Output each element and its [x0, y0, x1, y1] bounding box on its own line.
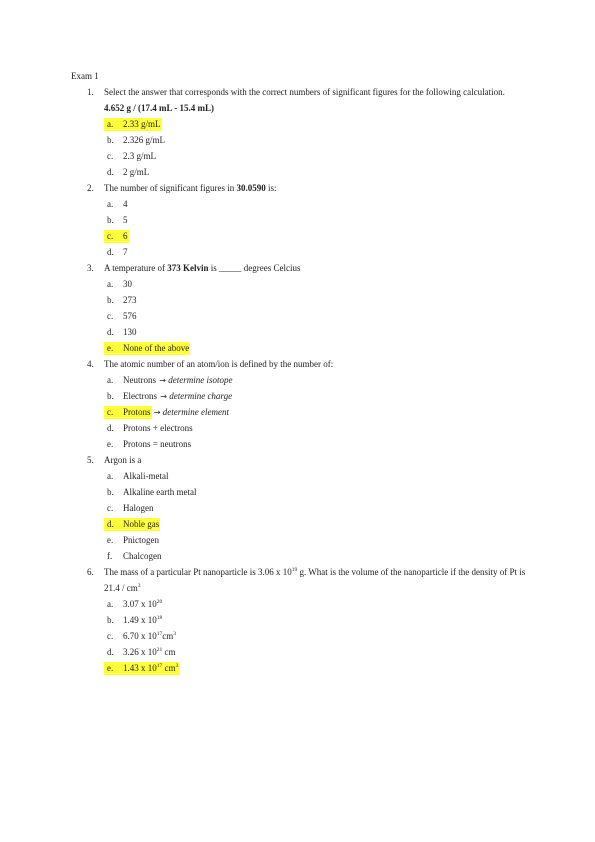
option-list — [104, 596, 531, 676]
option-highlight — [104, 438, 192, 451]
option-note: determine element — [162, 407, 229, 417]
option-letter: d. — [107, 423, 114, 433]
question-text-bold: 373 Kelvin — [167, 263, 209, 273]
option-letter: c. — [107, 503, 114, 513]
option-e[interactable] — [104, 532, 531, 548]
option-a[interactable] — [104, 372, 531, 388]
option-unit-exponent: 3 — [173, 631, 176, 637]
option-highlight — [104, 310, 138, 323]
option-highlight — [104, 502, 155, 515]
option-highlight — [104, 630, 177, 643]
arrow-icon: → — [153, 408, 161, 417]
question-text-bold: 30.0590 — [236, 183, 266, 193]
option-base: 6.70 x 10 — [123, 631, 157, 641]
option-highlight — [104, 134, 166, 147]
option-highlight — [104, 214, 129, 227]
option-letter: d. — [107, 647, 114, 657]
option-letter: d. — [107, 519, 114, 529]
question-5 — [71, 452, 531, 564]
option-f[interactable] — [104, 548, 531, 564]
option-list — [104, 468, 531, 564]
option-highlight — [104, 646, 177, 659]
option-letter: a. — [107, 471, 114, 481]
question-text-post: is: — [265, 183, 277, 193]
option-highlight — [104, 342, 190, 355]
option-letter: b. — [107, 135, 114, 145]
question-3 — [71, 260, 531, 356]
option-exponent: 20 — [156, 599, 163, 605]
option-e[interactable] — [104, 340, 531, 356]
option-base: 3.07 x 10 — [123, 599, 157, 609]
option-highlight — [104, 246, 129, 259]
question-text-pre: The number of significant figures in — [104, 183, 237, 193]
option-letter: a. — [107, 119, 114, 129]
option-d[interactable] — [104, 244, 531, 260]
option-letter: b. — [107, 615, 114, 625]
option-letter: e. — [107, 663, 114, 673]
option-b[interactable] — [104, 612, 531, 628]
option-a[interactable] — [104, 468, 531, 484]
option-base: 1.43 x 10 — [123, 663, 157, 673]
question-6 — [71, 564, 531, 676]
option-text: Chalcogen — [123, 551, 162, 561]
option-text: Pnictogen — [123, 535, 159, 545]
option-b[interactable] — [104, 292, 531, 308]
option-text: 5 — [123, 215, 128, 225]
option-exponent: 17 — [156, 663, 163, 669]
option-highlight — [104, 422, 194, 435]
option-letter: b. — [107, 391, 114, 401]
option-highlight — [104, 534, 160, 547]
option-highlight — [104, 470, 169, 483]
option-highlight — [104, 518, 160, 531]
option-text: Halogen — [123, 503, 154, 513]
option-text: Alkali-metal — [123, 471, 169, 481]
option-exponent: 17 — [156, 631, 163, 637]
option-text: Protons = neutrons — [123, 439, 192, 449]
option-exponent: 21 — [156, 647, 163, 653]
option-list — [104, 196, 531, 260]
option-c[interactable] — [104, 628, 531, 644]
option-a[interactable] — [104, 116, 531, 132]
option-highlight — [104, 550, 163, 563]
question-number: 3. — [87, 263, 94, 273]
question-text — [104, 260, 531, 276]
option-a[interactable] — [104, 196, 531, 212]
option-text: 2 g/mL — [123, 167, 150, 177]
option-d[interactable] — [104, 420, 531, 436]
option-unit-exponent: 3 — [175, 663, 179, 669]
option-highlight — [104, 614, 163, 627]
option-letter: b. — [107, 215, 114, 225]
option-highlight — [104, 118, 162, 131]
option-letter: a. — [107, 375, 114, 385]
option-text: 2.33 g/mL — [123, 119, 161, 129]
option-text: 576 — [123, 311, 137, 321]
exponent: 3 — [137, 583, 141, 589]
option-list — [104, 276, 531, 356]
option-letter: e. — [107, 535, 114, 545]
option-note: determine isotope — [168, 375, 233, 385]
option-text: Alkaline earth metal — [123, 487, 197, 497]
option-letter: d. — [107, 247, 114, 257]
option-c[interactable] — [104, 404, 531, 420]
option-highlight — [104, 150, 157, 163]
option-b[interactable] — [104, 388, 531, 404]
option-letter: c. — [107, 631, 114, 641]
option-d[interactable] — [104, 516, 531, 532]
question-number: 5. — [87, 455, 94, 465]
option-b[interactable] — [104, 212, 531, 228]
option-unit: cm — [162, 663, 176, 673]
question-text: Select the answer that corresponds with the correct numbers of significant figures for the following calculation. — [104, 87, 505, 97]
question-list — [71, 84, 531, 676]
option-highlight — [104, 166, 150, 179]
question-4 — [71, 356, 531, 452]
question-number: 2. — [87, 183, 94, 193]
option-letter: e. — [107, 439, 114, 449]
option-text: Protons + electrons — [123, 423, 193, 433]
option-highlight — [104, 198, 129, 211]
option-a[interactable] — [104, 596, 531, 612]
option-text: Neutrons — [123, 375, 156, 385]
option-letter: b. — [107, 487, 114, 497]
option-highlight — [104, 598, 163, 611]
option-text: 4 — [123, 199, 128, 209]
option-letter: c. — [107, 231, 114, 241]
question-text: The atomic number of an atom/ion is defined by the number of: — [104, 359, 334, 369]
option-text: None of the above — [123, 343, 190, 353]
option-text: 7 — [123, 247, 128, 257]
question-text — [104, 564, 531, 596]
option-b[interactable] — [104, 132, 531, 148]
option-letter: d. — [107, 167, 114, 177]
exam-title: Exam 1 — [71, 71, 99, 81]
option-highlight — [104, 230, 129, 243]
option-letter: a. — [107, 279, 114, 289]
exponent: 19 — [291, 567, 298, 573]
option-highlight — [104, 662, 179, 675]
question-text-a: The mass of a particular Pt nanoparticle is 3.06 x 10 — [104, 567, 292, 577]
option-letter: a. — [107, 199, 114, 209]
option-letter: c. — [107, 407, 114, 417]
question-text-post: is _____ degrees Celcius — [208, 263, 301, 273]
option-highlight — [104, 374, 157, 387]
option-letter: c. — [107, 151, 114, 161]
arrow-icon: → — [159, 376, 166, 385]
option-text: Noble gas — [123, 519, 160, 529]
option-text: 130 — [123, 327, 137, 337]
option-highlight — [104, 406, 152, 419]
option-list — [104, 372, 531, 452]
option-highlight — [104, 326, 138, 339]
option-text: 6 — [123, 231, 128, 241]
question-formula: 4.652 g / (17.4 mL - 15.4 mL) — [104, 103, 214, 113]
question-text-pre: A temperature of — [104, 263, 168, 273]
option-unit: cm — [162, 647, 176, 657]
option-c[interactable] — [104, 228, 531, 244]
option-e[interactable] — [104, 660, 531, 676]
question-number: 6. — [87, 567, 94, 577]
option-base: 1.49 x 10 — [123, 615, 157, 625]
option-letter: a. — [107, 599, 114, 609]
option-letter: c. — [107, 311, 114, 321]
option-letter: b. — [107, 295, 114, 305]
option-text: 2.3 g/mL — [123, 151, 156, 161]
option-a[interactable] — [104, 276, 531, 292]
option-c[interactable] — [104, 148, 531, 164]
option-list — [104, 116, 531, 180]
option-letter: e. — [107, 343, 114, 353]
option-base: 3.26 x 10 — [123, 647, 157, 657]
option-note: determine charge — [169, 391, 233, 401]
option-highlight — [104, 278, 133, 291]
option-exponent: 18 — [156, 615, 163, 621]
question-2 — [71, 180, 531, 260]
option-letter: d. — [107, 327, 114, 337]
question-number: 4. — [87, 359, 94, 369]
arrow-icon: → — [160, 392, 167, 401]
question-text-b: g. What is the volume of the nanoparticle if the density of Pt is 21.4 / cm — [104, 567, 526, 593]
option-c[interactable] — [104, 500, 531, 516]
option-d[interactable] — [104, 164, 531, 180]
option-highlight — [104, 294, 138, 307]
option-c[interactable] — [104, 308, 531, 324]
option-text: Electrons — [123, 391, 157, 401]
option-highlight — [104, 390, 158, 403]
question-number: 1. — [87, 87, 94, 97]
question-text — [104, 180, 531, 196]
option-letter: f. — [107, 551, 113, 561]
option-e[interactable] — [104, 436, 531, 452]
option-highlight — [104, 486, 197, 499]
option-text: 273 — [123, 295, 137, 305]
option-text: Protons — [123, 407, 151, 417]
option-b[interactable] — [104, 484, 531, 500]
option-unit: cm — [162, 631, 174, 641]
option-d[interactable] — [104, 324, 531, 340]
option-text: 30 — [123, 279, 132, 289]
option-text: 2.326 g/mL — [123, 135, 165, 145]
question-1 — [71, 84, 531, 180]
option-d[interactable] — [104, 644, 531, 660]
question-text: Argon is a — [104, 455, 142, 465]
